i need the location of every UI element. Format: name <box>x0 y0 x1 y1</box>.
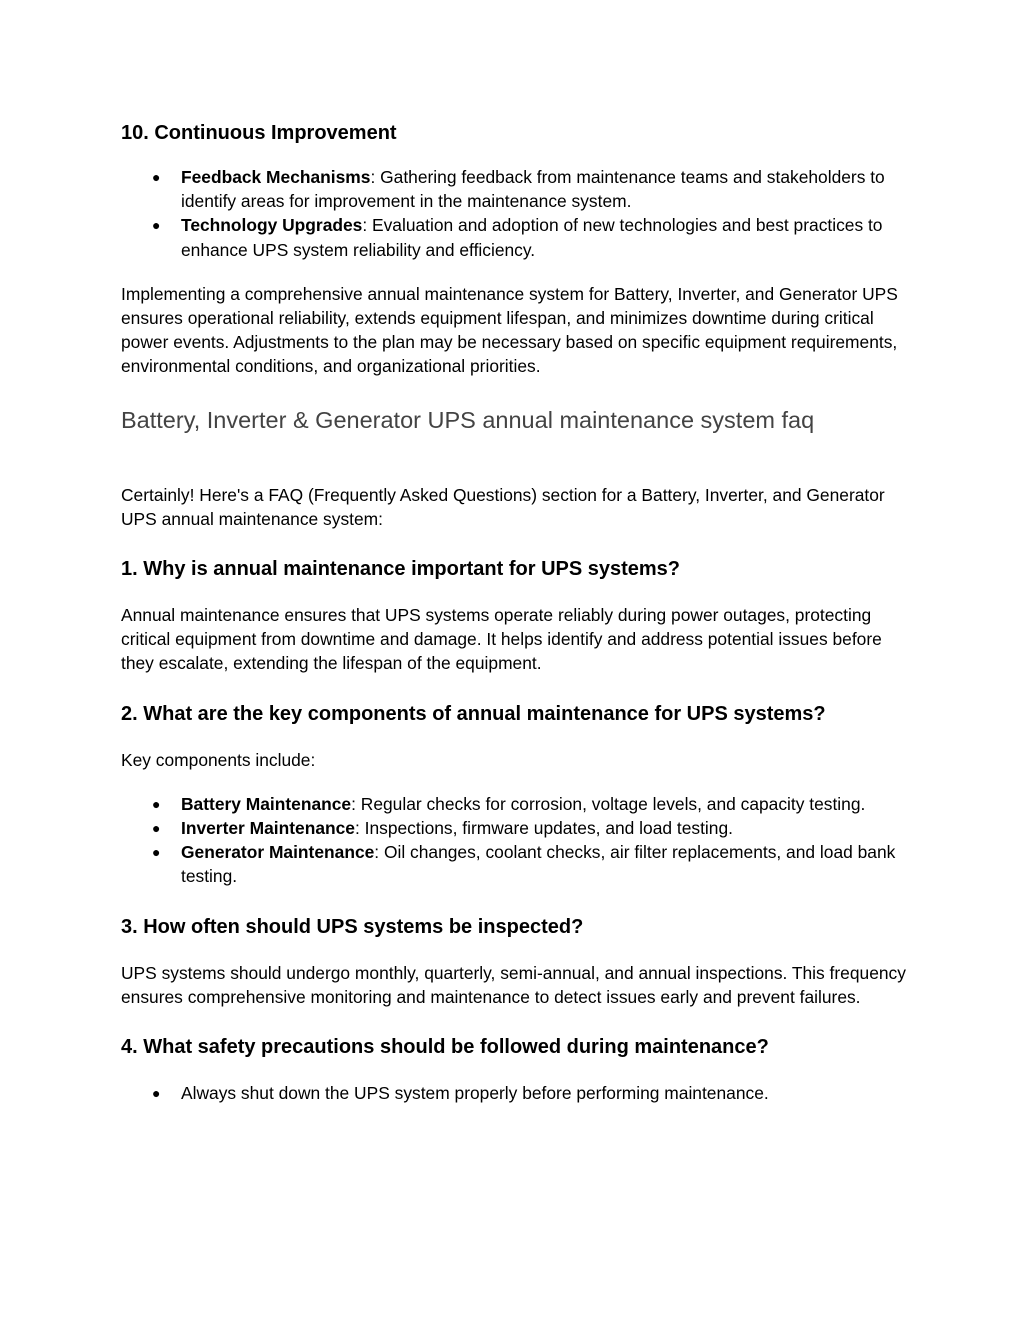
faq-answer-3: UPS systems should undergo monthly, quarterly, semi-annual, and annual inspections. This frequency ensures comprehensive monitoring and maintenance to detect issues early and prevent failures. <box>121 962 906 1007</box>
list-item-text: : Evaluation and adoption of new technologies and best practices to enhance UPS system reliability and efficiency. <box>181 215 883 260</box>
list-item-term: Inverter Maintenance <box>181 818 355 839</box>
bullet-icon: ● <box>152 169 161 185</box>
list-item <box>152 816 912 840</box>
list-item-term: Technology Upgrades <box>181 215 363 236</box>
list-item-text: : Inspections, firmware updates, and load testing. <box>354 818 733 839</box>
faq-intro-paragraph: Certainly! Here's a FAQ (Frequently Asked Questions) section for a Battery, Inverter, and Generator UPS annual maintenance system: <box>121 484 885 529</box>
list-item-text: : Oil changes, coolant checks, air filter replacements, and load bank testing. <box>181 842 896 887</box>
faq-question-3: 3. How often should UPS systems be inspected? <box>121 915 584 938</box>
list-item <box>152 1081 912 1105</box>
faq-question-4: 4. What safety precautions should be followed during maintenance? <box>121 1036 769 1059</box>
bullet-icon: ● <box>152 820 161 837</box>
list-item <box>152 213 912 261</box>
faq-title: Battery, Inverter & Generator UPS annual maintenance system faq <box>121 406 815 433</box>
faq-answer-1: Annual maintenance ensures that UPS systems operate reliably during power outages, protecting critical equipment from downtime and damage. It helps identify and address potential issues before they escalate, extending the lifespan of the equipment. <box>121 605 882 674</box>
list-item-text: : Regular checks for corrosion, voltage levels, and capacity testing. <box>351 793 866 814</box>
list-item-term: Generator Maintenance <box>181 842 375 863</box>
list-item <box>152 840 912 888</box>
bullet-list-safety-precautions <box>121 1081 912 1105</box>
list-item-term: Battery Maintenance <box>181 793 352 814</box>
list-item <box>152 165 912 213</box>
bullet-icon: ● <box>152 795 161 812</box>
bullet-icon: ● <box>152 844 161 861</box>
conclusion-paragraph: Implementing a comprehensive annual maintenance system for Battery, Inverter, and Generator UPS ensures operational reliability, extends equipment lifespan, and minimizes downtime during critical power events. Adjustments to the plan may be necessary based on specific equipment requirements, environmental conditions, and organizational priorities. <box>121 283 898 377</box>
faq-question-1: 1. Why is annual maintenance important for UPS systems? <box>121 558 681 581</box>
list-item <box>152 792 912 816</box>
bullet-icon: ● <box>152 1085 161 1102</box>
bullet-list-key-components <box>121 792 912 889</box>
bullet-icon: ● <box>152 217 161 234</box>
list-item-text: Always shut down the UPS system properly before performing maintenance. <box>181 1083 769 1104</box>
list-item-term: Feedback Mechanisms <box>181 167 371 187</box>
list-item-text: : Gathering feedback from maintenance teams and stakeholders to identify areas for improvement in the maintenance system. <box>181 167 885 212</box>
section-heading-continuous-improvement: 10. Continuous Improvement <box>121 122 397 144</box>
faq-question-2: 2. What are the key components of annual maintenance for UPS systems? <box>121 702 826 725</box>
bullet-list-continuous-improvement <box>121 165 912 262</box>
faq-answer-2-intro: Key components include: <box>121 749 316 770</box>
